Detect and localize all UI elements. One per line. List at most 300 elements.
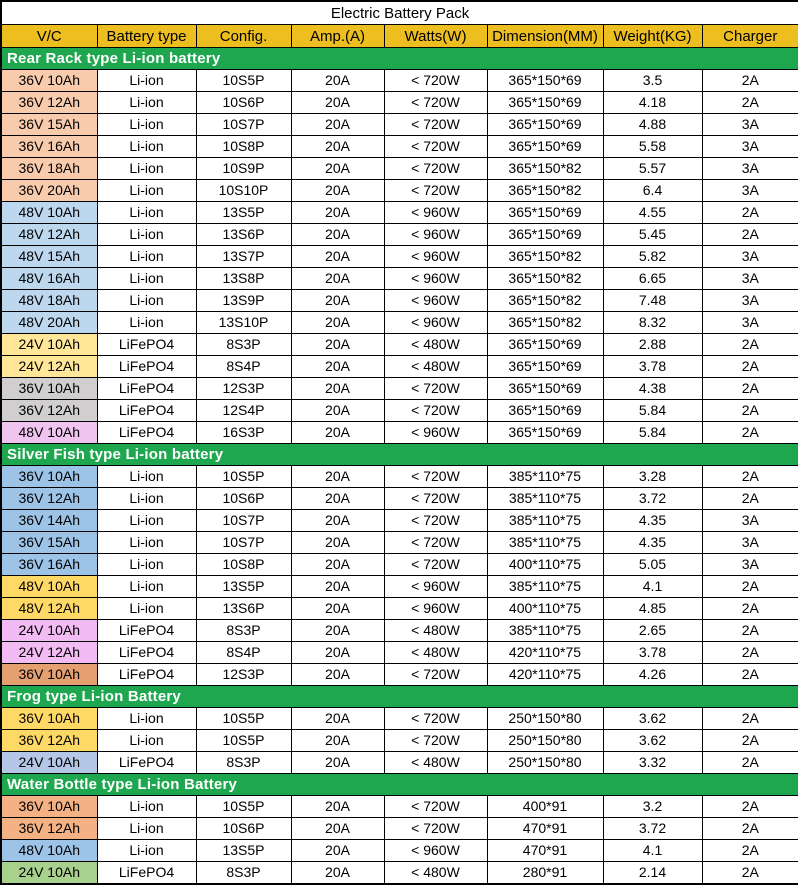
table-cell: 400*110*75 (487, 554, 603, 576)
table-cell: LiFePO4 (97, 642, 196, 664)
section-title: Water Bottle type Li-ion Battery (1, 774, 798, 796)
table-row (1, 752, 798, 774)
table-cell: Li-ion (97, 246, 196, 268)
table-cell: 20A (291, 554, 384, 576)
vc-cell: 36V 15Ah (1, 114, 97, 136)
table-row (1, 136, 798, 158)
table-cell: 365*150*69 (487, 422, 603, 444)
table-cell: LiFePO4 (97, 334, 196, 356)
table-cell: 4.85 (603, 598, 702, 620)
table-cell: 20A (291, 114, 384, 136)
table-cell: 4.35 (603, 532, 702, 554)
column-header: Battery type (97, 25, 196, 48)
table-cell: < 720W (384, 378, 487, 400)
table-row (1, 378, 798, 400)
vc-cell: 48V 10Ah (1, 840, 97, 862)
table-cell: LiFePO4 (97, 378, 196, 400)
table-cell: 20A (291, 180, 384, 202)
table-cell: < 480W (384, 334, 487, 356)
table-cell: 20A (291, 400, 384, 422)
table-cell: 8S3P (196, 334, 291, 356)
table-cell: 420*110*75 (487, 664, 603, 686)
vc-cell: 48V 15Ah (1, 246, 97, 268)
vc-cell: 48V 16Ah (1, 268, 97, 290)
table-cell: 4.1 (603, 576, 702, 598)
table-cell: 20A (291, 488, 384, 510)
table-cell: < 960W (384, 312, 487, 334)
table-cell: 20A (291, 840, 384, 862)
table-cell: < 720W (384, 510, 487, 532)
table-cell: 2A (702, 730, 798, 752)
table-cell: 20A (291, 70, 384, 92)
table-cell: 20A (291, 752, 384, 774)
table-cell: 20A (291, 796, 384, 818)
table-cell: 6.65 (603, 268, 702, 290)
table-row (1, 334, 798, 356)
table-cell: 3.62 (603, 730, 702, 752)
table-cell: 13S5P (196, 202, 291, 224)
table-cell: 5.58 (603, 136, 702, 158)
table-cell: 250*150*80 (487, 730, 603, 752)
table-cell: 10S5P (196, 70, 291, 92)
section-header-row (1, 686, 798, 708)
column-header: Watts(W) (384, 25, 487, 48)
table-row (1, 466, 798, 488)
table-row (1, 488, 798, 510)
table-cell: 10S5P (196, 796, 291, 818)
table-row (1, 532, 798, 554)
vc-cell: 48V 20Ah (1, 312, 97, 334)
table-row (1, 246, 798, 268)
table-cell: 10S5P (196, 730, 291, 752)
table-cell: 10S6P (196, 92, 291, 114)
table-cell: 3.5 (603, 70, 702, 92)
table-cell: 365*150*69 (487, 136, 603, 158)
table-body (1, 48, 798, 885)
table-row (1, 290, 798, 312)
table-cell: 385*110*75 (487, 532, 603, 554)
table-cell: 20A (291, 224, 384, 246)
table-row (1, 400, 798, 422)
table-cell: < 480W (384, 642, 487, 664)
table-cell: 2A (702, 356, 798, 378)
table-cell: < 720W (384, 400, 487, 422)
table-cell: 280*91 (487, 862, 603, 885)
table-cell: Li-ion (97, 268, 196, 290)
table-cell: 365*150*82 (487, 268, 603, 290)
table-cell: 2.88 (603, 334, 702, 356)
table-cell: 10S7P (196, 114, 291, 136)
table-cell: 4.38 (603, 378, 702, 400)
table-cell: 420*110*75 (487, 642, 603, 664)
table-cell: < 720W (384, 554, 487, 576)
table-cell: 3A (702, 158, 798, 180)
section-header-row (1, 774, 798, 796)
table-cell: 20A (291, 422, 384, 444)
table-cell: 4.1 (603, 840, 702, 862)
table-cell: 250*150*80 (487, 752, 603, 774)
table-cell: Li-ion (97, 730, 196, 752)
table-cell: 2A (702, 334, 798, 356)
table-cell: < 960W (384, 224, 487, 246)
table-row (1, 224, 798, 246)
vc-cell: 36V 12Ah (1, 730, 97, 752)
table-cell: Li-ion (97, 180, 196, 202)
vc-cell: 24V 12Ah (1, 356, 97, 378)
table-row (1, 510, 798, 532)
table-row (1, 818, 798, 840)
table-cell: 10S7P (196, 510, 291, 532)
table-cell: 2.65 (603, 620, 702, 642)
vc-cell: 36V 12Ah (1, 92, 97, 114)
table-cell: < 960W (384, 268, 487, 290)
table-cell: 365*150*69 (487, 202, 603, 224)
table-cell: 2A (702, 796, 798, 818)
column-header: Config. (196, 25, 291, 48)
vc-cell: 24V 12Ah (1, 642, 97, 664)
table-cell: 365*150*69 (487, 70, 603, 92)
vc-cell: 36V 14Ah (1, 510, 97, 532)
table-cell: 365*150*69 (487, 334, 603, 356)
table-cell: 5.84 (603, 422, 702, 444)
vc-cell: 36V 12Ah (1, 818, 97, 840)
table-cell: Li-ion (97, 708, 196, 730)
table-cell: Li-ion (97, 70, 196, 92)
table-cell: 13S5P (196, 576, 291, 598)
table-cell: 3A (702, 114, 798, 136)
table-cell: < 480W (384, 620, 487, 642)
table-cell: 10S8P (196, 554, 291, 576)
table-cell: Li-ion (97, 554, 196, 576)
table-row (1, 642, 798, 664)
table-cell: LiFePO4 (97, 664, 196, 686)
table-row (1, 708, 798, 730)
table-cell: 385*110*75 (487, 620, 603, 642)
vc-cell: 36V 16Ah (1, 136, 97, 158)
table-cell: 10S9P (196, 158, 291, 180)
table-cell: 365*150*69 (487, 224, 603, 246)
table-cell: 20A (291, 334, 384, 356)
table-cell: 10S5P (196, 708, 291, 730)
table-cell: 20A (291, 356, 384, 378)
table-cell: 2A (702, 840, 798, 862)
table-row (1, 114, 798, 136)
table-cell: 2A (702, 598, 798, 620)
table-row (1, 664, 798, 686)
table-cell: < 960W (384, 840, 487, 862)
table-row (1, 620, 798, 642)
page-title: Electric Battery Pack (1, 1, 798, 25)
table-cell: 10S5P (196, 466, 291, 488)
table-cell: 2A (702, 576, 798, 598)
table-cell: 4.26 (603, 664, 702, 686)
table-cell: LiFePO4 (97, 620, 196, 642)
table-cell: < 720W (384, 466, 487, 488)
table-cell: 365*150*82 (487, 158, 603, 180)
table-cell: < 720W (384, 70, 487, 92)
vc-cell: 24V 10Ah (1, 334, 97, 356)
table-cell: 400*91 (487, 796, 603, 818)
table-cell: 2A (702, 620, 798, 642)
table-cell: 8S4P (196, 356, 291, 378)
table-cell: 2A (702, 70, 798, 92)
table-cell: Li-ion (97, 818, 196, 840)
table-cell: 20A (291, 312, 384, 334)
vc-cell: 36V 10Ah (1, 466, 97, 488)
table-cell: 2A (702, 818, 798, 840)
table-cell: 3A (702, 246, 798, 268)
table-cell: 20A (291, 620, 384, 642)
table-cell: 365*150*82 (487, 180, 603, 202)
table-cell: 12S4P (196, 400, 291, 422)
table-cell: 20A (291, 290, 384, 312)
table-cell: 5.84 (603, 400, 702, 422)
table-cell: 385*110*75 (487, 576, 603, 598)
table-cell: 20A (291, 598, 384, 620)
table-cell: 3A (702, 554, 798, 576)
table-cell: 2A (702, 664, 798, 686)
table-cell: 8S3P (196, 752, 291, 774)
table-cell: 13S5P (196, 840, 291, 862)
table-cell: 470*91 (487, 840, 603, 862)
table-row (1, 422, 798, 444)
table-cell: 2A (702, 642, 798, 664)
table-cell: < 960W (384, 246, 487, 268)
table-cell: < 720W (384, 158, 487, 180)
table-cell: 20A (291, 862, 384, 885)
table-cell: Li-ion (97, 598, 196, 620)
table-cell: < 720W (384, 136, 487, 158)
table-cell: < 960W (384, 598, 487, 620)
table-row (1, 840, 798, 862)
table-cell: 3.28 (603, 466, 702, 488)
vc-cell: 36V 15Ah (1, 532, 97, 554)
table-row (1, 796, 798, 818)
vc-cell: 36V 10Ah (1, 378, 97, 400)
table-cell: 2A (702, 466, 798, 488)
vc-cell: 48V 12Ah (1, 224, 97, 246)
table-cell: 10S6P (196, 488, 291, 510)
table-cell: 4.18 (603, 92, 702, 114)
table-cell: 2A (702, 708, 798, 730)
table-cell: 10S7P (196, 532, 291, 554)
table-row (1, 202, 798, 224)
table-cell: 20A (291, 708, 384, 730)
table-row (1, 862, 798, 885)
table-cell: < 480W (384, 752, 487, 774)
table-cell: 10S10P (196, 180, 291, 202)
table-row (1, 312, 798, 334)
table-cell: 8S4P (196, 642, 291, 664)
column-header: Amp.(A) (291, 25, 384, 48)
vc-cell: 36V 12Ah (1, 400, 97, 422)
table-cell: Li-ion (97, 840, 196, 862)
table-cell: 365*150*69 (487, 378, 603, 400)
table-cell: < 720W (384, 796, 487, 818)
vc-cell: 48V 18Ah (1, 290, 97, 312)
table-cell: LiFePO4 (97, 400, 196, 422)
table-cell: < 720W (384, 92, 487, 114)
vc-cell: 48V 10Ah (1, 202, 97, 224)
table-cell: LiFePO4 (97, 356, 196, 378)
vc-cell: 48V 10Ah (1, 576, 97, 598)
table-row (1, 598, 798, 620)
table-cell: 8S3P (196, 620, 291, 642)
table-cell: 12S3P (196, 378, 291, 400)
table-cell: Li-ion (97, 92, 196, 114)
table-cell: 13S6P (196, 598, 291, 620)
table-cell: 250*150*80 (487, 708, 603, 730)
table-cell: 365*150*69 (487, 114, 603, 136)
column-header-row (1, 25, 798, 48)
table-cell: Li-ion (97, 796, 196, 818)
table-cell: < 960W (384, 290, 487, 312)
table-cell: 5.45 (603, 224, 702, 246)
table-cell: 20A (291, 246, 384, 268)
section-title: Frog type Li-ion Battery (1, 686, 798, 708)
table-cell: 20A (291, 576, 384, 598)
table-cell: < 480W (384, 862, 487, 885)
table-cell: Li-ion (97, 114, 196, 136)
table-cell: < 720W (384, 488, 487, 510)
vc-cell: 36V 18Ah (1, 158, 97, 180)
table-cell: 2A (702, 378, 798, 400)
table-cell: 2A (702, 202, 798, 224)
table-row (1, 268, 798, 290)
table-cell: < 720W (384, 730, 487, 752)
table-cell: 12S3P (196, 664, 291, 686)
table-cell: 5.82 (603, 246, 702, 268)
table-row (1, 180, 798, 202)
table-row (1, 554, 798, 576)
table-row (1, 356, 798, 378)
table-cell: 400*110*75 (487, 598, 603, 620)
table-cell: 6.4 (603, 180, 702, 202)
table-row (1, 70, 798, 92)
table-cell: 470*91 (487, 818, 603, 840)
vc-cell: 36V 10Ah (1, 796, 97, 818)
table-cell: 20A (291, 642, 384, 664)
table-cell: < 720W (384, 532, 487, 554)
table-cell: 20A (291, 532, 384, 554)
table-cell: 2A (702, 92, 798, 114)
table-cell: 13S8P (196, 268, 291, 290)
vc-cell: 36V 20Ah (1, 180, 97, 202)
column-header: V/C (1, 25, 97, 48)
table-cell: Li-ion (97, 576, 196, 598)
vc-cell: 48V 12Ah (1, 598, 97, 620)
vc-cell: 36V 10Ah (1, 664, 97, 686)
table-cell: 4.35 (603, 510, 702, 532)
title-row (1, 1, 798, 25)
table-cell: Li-ion (97, 224, 196, 246)
table-cell: 3.32 (603, 752, 702, 774)
table-cell: 2A (702, 224, 798, 246)
table-cell: LiFePO4 (97, 752, 196, 774)
table-cell: Li-ion (97, 488, 196, 510)
table-cell: 7.48 (603, 290, 702, 312)
column-header: Weight(KG) (603, 25, 702, 48)
table-cell: 365*150*82 (487, 312, 603, 334)
table-cell: Li-ion (97, 290, 196, 312)
table-cell: < 720W (384, 180, 487, 202)
table-cell: 20A (291, 510, 384, 532)
table-cell: 20A (291, 466, 384, 488)
table-cell: < 720W (384, 818, 487, 840)
column-header: Dimension(MM) (487, 25, 603, 48)
table-cell: 2A (702, 488, 798, 510)
table-cell: Li-ion (97, 312, 196, 334)
table-cell: 385*110*75 (487, 488, 603, 510)
table-row (1, 576, 798, 598)
table-row (1, 730, 798, 752)
table-cell: 3.72 (603, 488, 702, 510)
table-cell: 20A (291, 92, 384, 114)
table-cell: 365*150*69 (487, 400, 603, 422)
table-cell: 10S8P (196, 136, 291, 158)
table-cell: 385*110*75 (487, 466, 603, 488)
vc-cell: 24V 10Ah (1, 862, 97, 885)
table-cell: 2A (702, 400, 798, 422)
table-cell: Li-ion (97, 202, 196, 224)
table-cell: 13S6P (196, 224, 291, 246)
section-title: Silver Fish type Li-ion battery (1, 444, 798, 466)
table-cell: 10S6P (196, 818, 291, 840)
table-cell: 20A (291, 158, 384, 180)
table-cell: < 720W (384, 708, 487, 730)
table-cell: 5.57 (603, 158, 702, 180)
table-row (1, 158, 798, 180)
table-cell: 3.78 (603, 356, 702, 378)
table-cell: 20A (291, 818, 384, 840)
vc-cell: 36V 16Ah (1, 554, 97, 576)
table-cell: < 720W (384, 664, 487, 686)
vc-cell: 24V 10Ah (1, 752, 97, 774)
table-cell: 3.72 (603, 818, 702, 840)
table-cell: 3.2 (603, 796, 702, 818)
table-cell: 20A (291, 664, 384, 686)
table-cell: 3A (702, 268, 798, 290)
vc-cell: 36V 10Ah (1, 708, 97, 730)
table-cell: < 960W (384, 202, 487, 224)
table-cell: 20A (291, 136, 384, 158)
table-cell: 2A (702, 422, 798, 444)
table-cell: 20A (291, 202, 384, 224)
table-cell: 3A (702, 290, 798, 312)
table-cell: 2A (702, 862, 798, 885)
table-cell: 20A (291, 730, 384, 752)
table-cell: 2A (702, 752, 798, 774)
table-cell: 2.14 (603, 862, 702, 885)
table-cell: 4.88 (603, 114, 702, 136)
table-cell: 8S3P (196, 862, 291, 885)
column-header: Charger (702, 25, 798, 48)
vc-cell: 36V 12Ah (1, 488, 97, 510)
table-cell: Li-ion (97, 158, 196, 180)
table-cell: 4.55 (603, 202, 702, 224)
table-row (1, 92, 798, 114)
table-cell: Li-ion (97, 510, 196, 532)
table-cell: Li-ion (97, 136, 196, 158)
table-cell: 3.62 (603, 708, 702, 730)
table-cell: 13S7P (196, 246, 291, 268)
section-header-row (1, 444, 798, 466)
table-cell: 16S3P (196, 422, 291, 444)
table-cell: 13S10P (196, 312, 291, 334)
section-header-row (1, 48, 798, 70)
table-cell: 385*110*75 (487, 510, 603, 532)
table-cell: < 960W (384, 422, 487, 444)
